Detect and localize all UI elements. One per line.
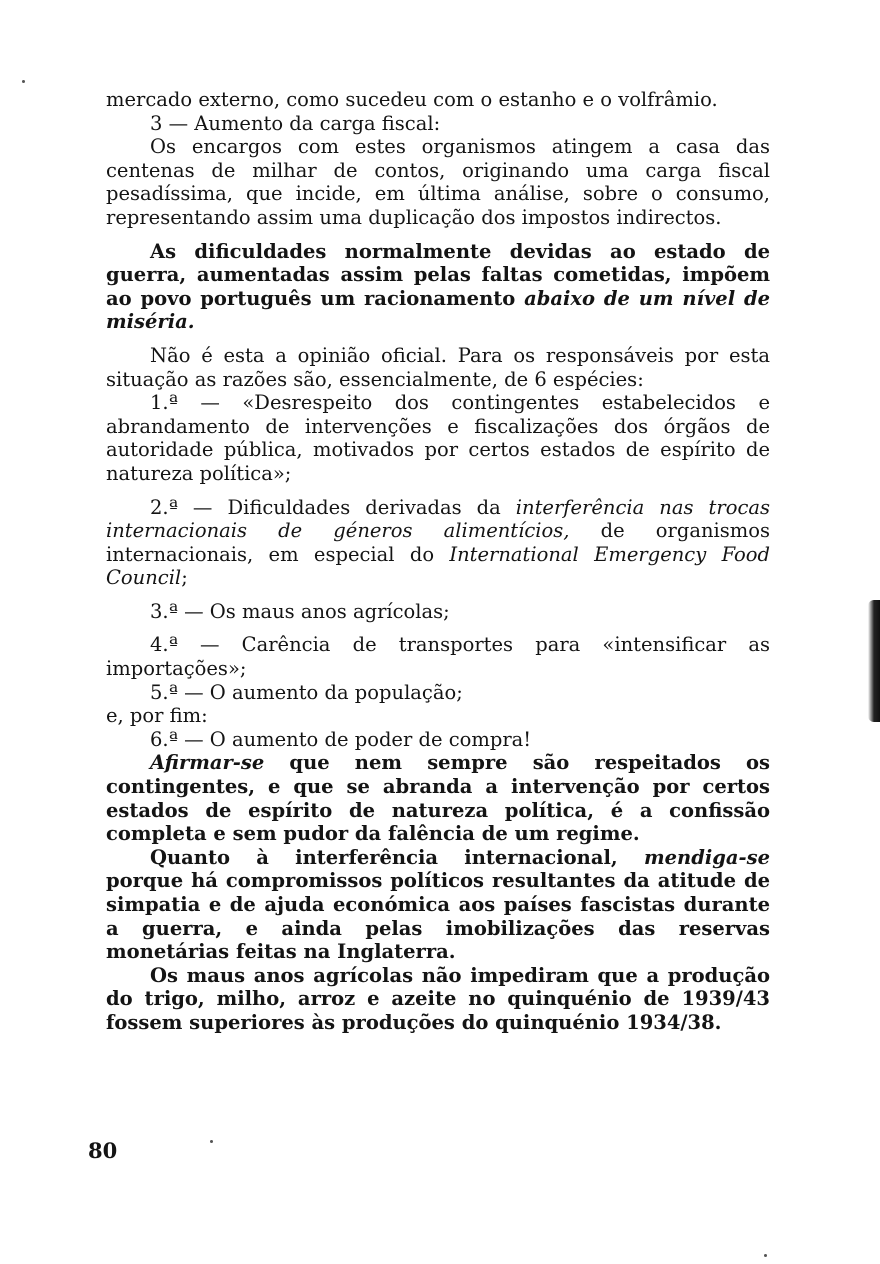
section-heading-fiscal: 3 — Aumento da carga fiscal: [150, 111, 441, 135]
scan-speck [22, 80, 25, 83]
reason-item-6: 6.ª — O aumento de poder de compra! [150, 727, 532, 751]
international-text: porque há compromissos políticos resultantes da atitude de simpatia e de ajuda económica aos países fascistas durante a guerra, e ainda pelas imobilizações das reservas monetárias feitas na Inglaterra. [106, 869, 770, 964]
reason-item-3: 3.ª — Os maus anos agrícolas; [150, 599, 450, 623]
page-number: 80 [88, 1138, 118, 1163]
paragraph-agriculture: Os maus anos agrícolas não impediram que a produção do trigo, milho, arroz e azeite no quinquénio de 1939/43 fossem superiores às produções do quinquénio 1934/38. [106, 963, 770, 1034]
rationing-emphasis: abaixo de um nível de miséria. [106, 286, 770, 334]
paragraph-official-opinion: Não é esta a opinião oficial. Para os responsáveis por esta situação as razões são, essencialmente, de 6 espécies: [106, 343, 770, 391]
scan-speck [210, 1140, 213, 1143]
reason-item-1: 1.ª — «Desrespeito dos contingentes estabelecidos e abrandamento de intervenções e fiscalizações dos órgãos de autoridade pública, motivados por certos estados de espírito de natureza política»; [106, 391, 770, 485]
paragraph-fiscal-burden: Os encargos com estes organismos atingem a casa das centenas de milhar de contos, originando uma carga fiscal pesadíssima, que incide, em última análise, sobre o consumo, representando assim uma duplicação dos impostos indirectos. [106, 135, 770, 229]
reason-item-4: 4.ª — Carência de transportes para «intensificar as importações»; [106, 633, 770, 681]
reason-2-lead: 2.ª — Dificuldades derivadas da [150, 495, 516, 519]
confession-emphasis: Afirmar-se [150, 751, 265, 775]
international-emphasis: mendiga-se [643, 845, 770, 869]
reason-item-2 [106, 496, 770, 590]
reason-2-council: International Emergency Food Council [106, 542, 770, 590]
paragraph-rationing [106, 240, 770, 334]
rationing-text: As dificuldades normalmente devidas ao estado de guerra, aumentadas assim pelas faltas cometidas, impõem ao povo português um racionamento [106, 239, 770, 310]
reason-2-middle: de organismos internacionais, em especial do [106, 519, 770, 566]
reason-2-end: ; [181, 566, 188, 590]
reason-connector: e, por fim: [106, 704, 208, 728]
reason-2-emphasis: interferência nas trocas internacionais de géneros alimentícios, [106, 495, 770, 543]
scan-speck [764, 1254, 767, 1257]
reason-item-5: 5.ª — O aumento da população; [150, 680, 463, 704]
international-lead: Quanto à interferência internacional, [150, 845, 644, 869]
paragraph-international [106, 846, 770, 964]
page-body [106, 88, 770, 1035]
paragraph-continuation: mercado externo, como sucedeu com o estanho e o volfrâmio. [106, 88, 718, 111]
confession-text: que nem sempre são respeitados os contingentes, e que se abranda a intervenção por certos estados de espírito de natureza política, é a confissão completa e sem pudor da falência de um regime. [106, 751, 770, 846]
paragraph-confession [106, 751, 770, 845]
scan-edge-mark [868, 600, 880, 722]
